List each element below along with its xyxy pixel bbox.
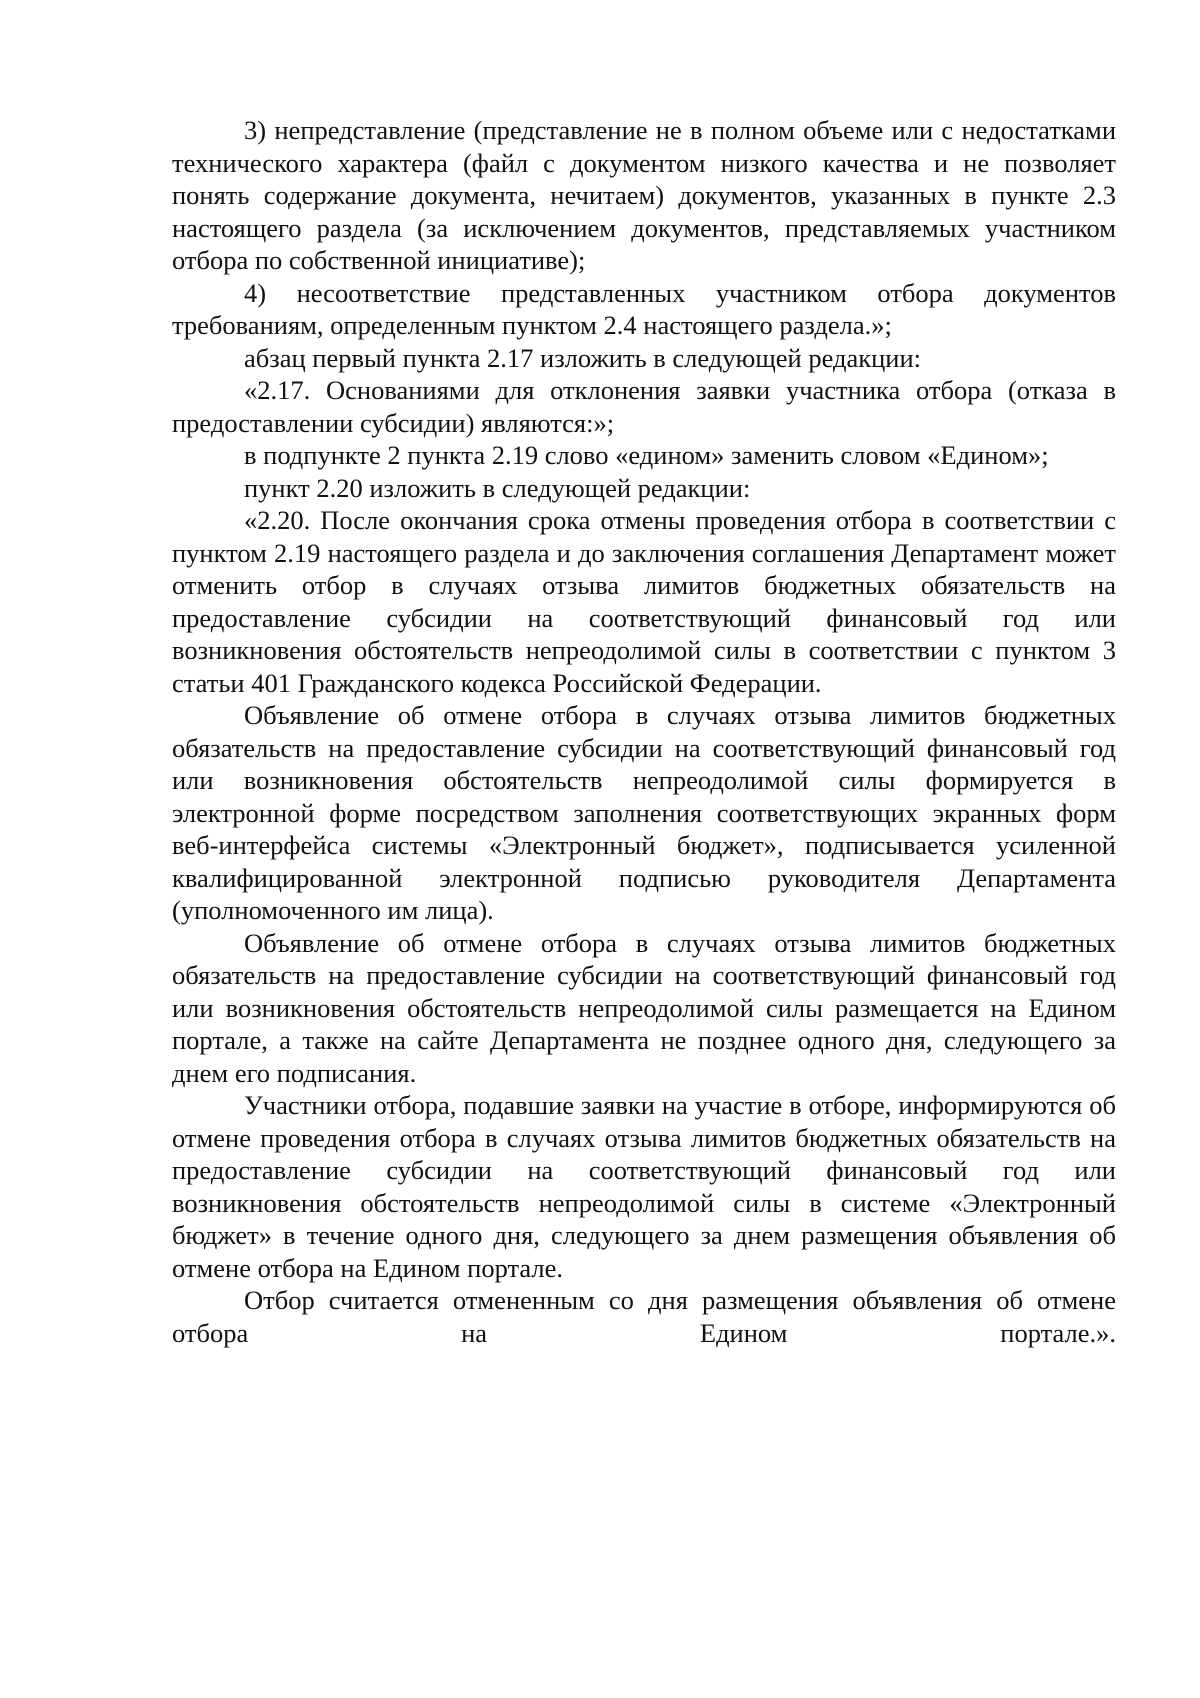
paragraph-clause-2-17: «2.17. Основаниями для отклонения заявки участника отбора (отказа в предоставлении субсидии) являются:»; (172, 375, 1116, 438)
paragraph-cancellation-notice-form: Объявление об отмене отбора в случаях отзыва лимитов бюджетных обязательств на предоставление субсидии на соответствующий финансовый год или возникновения обстоятельств непреодолимой силы формируется в электронной форме посредством заполнения соответствующих экранных форм веб-интерфейса системы «Электронный бюджет», подписывается усиленной квалифицированной электронной подписью руководителя Департамента (уполномоченного им лица). (172, 700, 1116, 925)
paragraph-amendment-2-20: пункт 2.20 изложить в следующей редакции: (244, 472, 751, 503)
paragraph-clause-2-20: «2.20. После окончания срока отмены проведения отбора в соответствии с пунктом 2.19 настоящего раздела и до заключения соглашения Департамент может отменить отбор в случаях отзыва лимитов бюджетных обязательств на предоставление субсидии на соответствующий финансовый год или возникновения обстоятельств непреодолимой силы в соответствии с пунктом 3 статьи 401 Гражданского кодекса Российской Федерации. (172, 505, 1116, 698)
paragraph-selection-cancelled: Отбор считается отмененным со дня размещения объявления об отмене отбора на Едином портале.». (172, 1285, 1116, 1348)
paragraph-amendment-2-17: абзац первый пункта 2.17 изложить в следующей редакции: (244, 342, 922, 373)
paragraph-participants-informed: Участники отбора, подавшие заявки на участие в отборе, информируются об отмене проведения отбора в случаях отзыва лимитов бюджетных обязательств на предоставление субсидии на соответствующий финансовый год или возникновения обстоятельств непреодолимой силы в системе «Электронный бюджет» в течение одного дня, следующего за днем размещения объявления об отмене отбора на Едином портале. (172, 1090, 1116, 1283)
paragraph-cancellation-notice-publication: Объявление об отмене отбора в случаях отзыва лимитов бюджетных обязательств на предоставление субсидии на соответствующий финансовый год или возникновения обстоятельств непреодолимой силы размещается на Едином портале, а также на сайте Департамента не позднее одного дня, следующего за днем его подписания. (172, 927, 1116, 1088)
paragraph-item-4: 4) несоответствие представленных участником отбора документов требованиям, определенным пунктом 2.4 настоящего раздела.»; (172, 277, 1116, 340)
document-body (172, 114, 1116, 1349)
paragraph-amendment-2-19: в подпункте 2 пункта 2.19 слово «едином» заменить словом «Едином»; (244, 440, 1049, 470)
paragraph-item-3: 3) непредставление (представление не в полном объеме или с недостатками технического характера (файл с документом низкого качества и не позволяет понять содержание документа, нечитаем) документов, указанных в пункте 2.3 настоящего раздела (за исключением документов, представляемых участником отбора по собственной инициативе); (172, 115, 1116, 275)
